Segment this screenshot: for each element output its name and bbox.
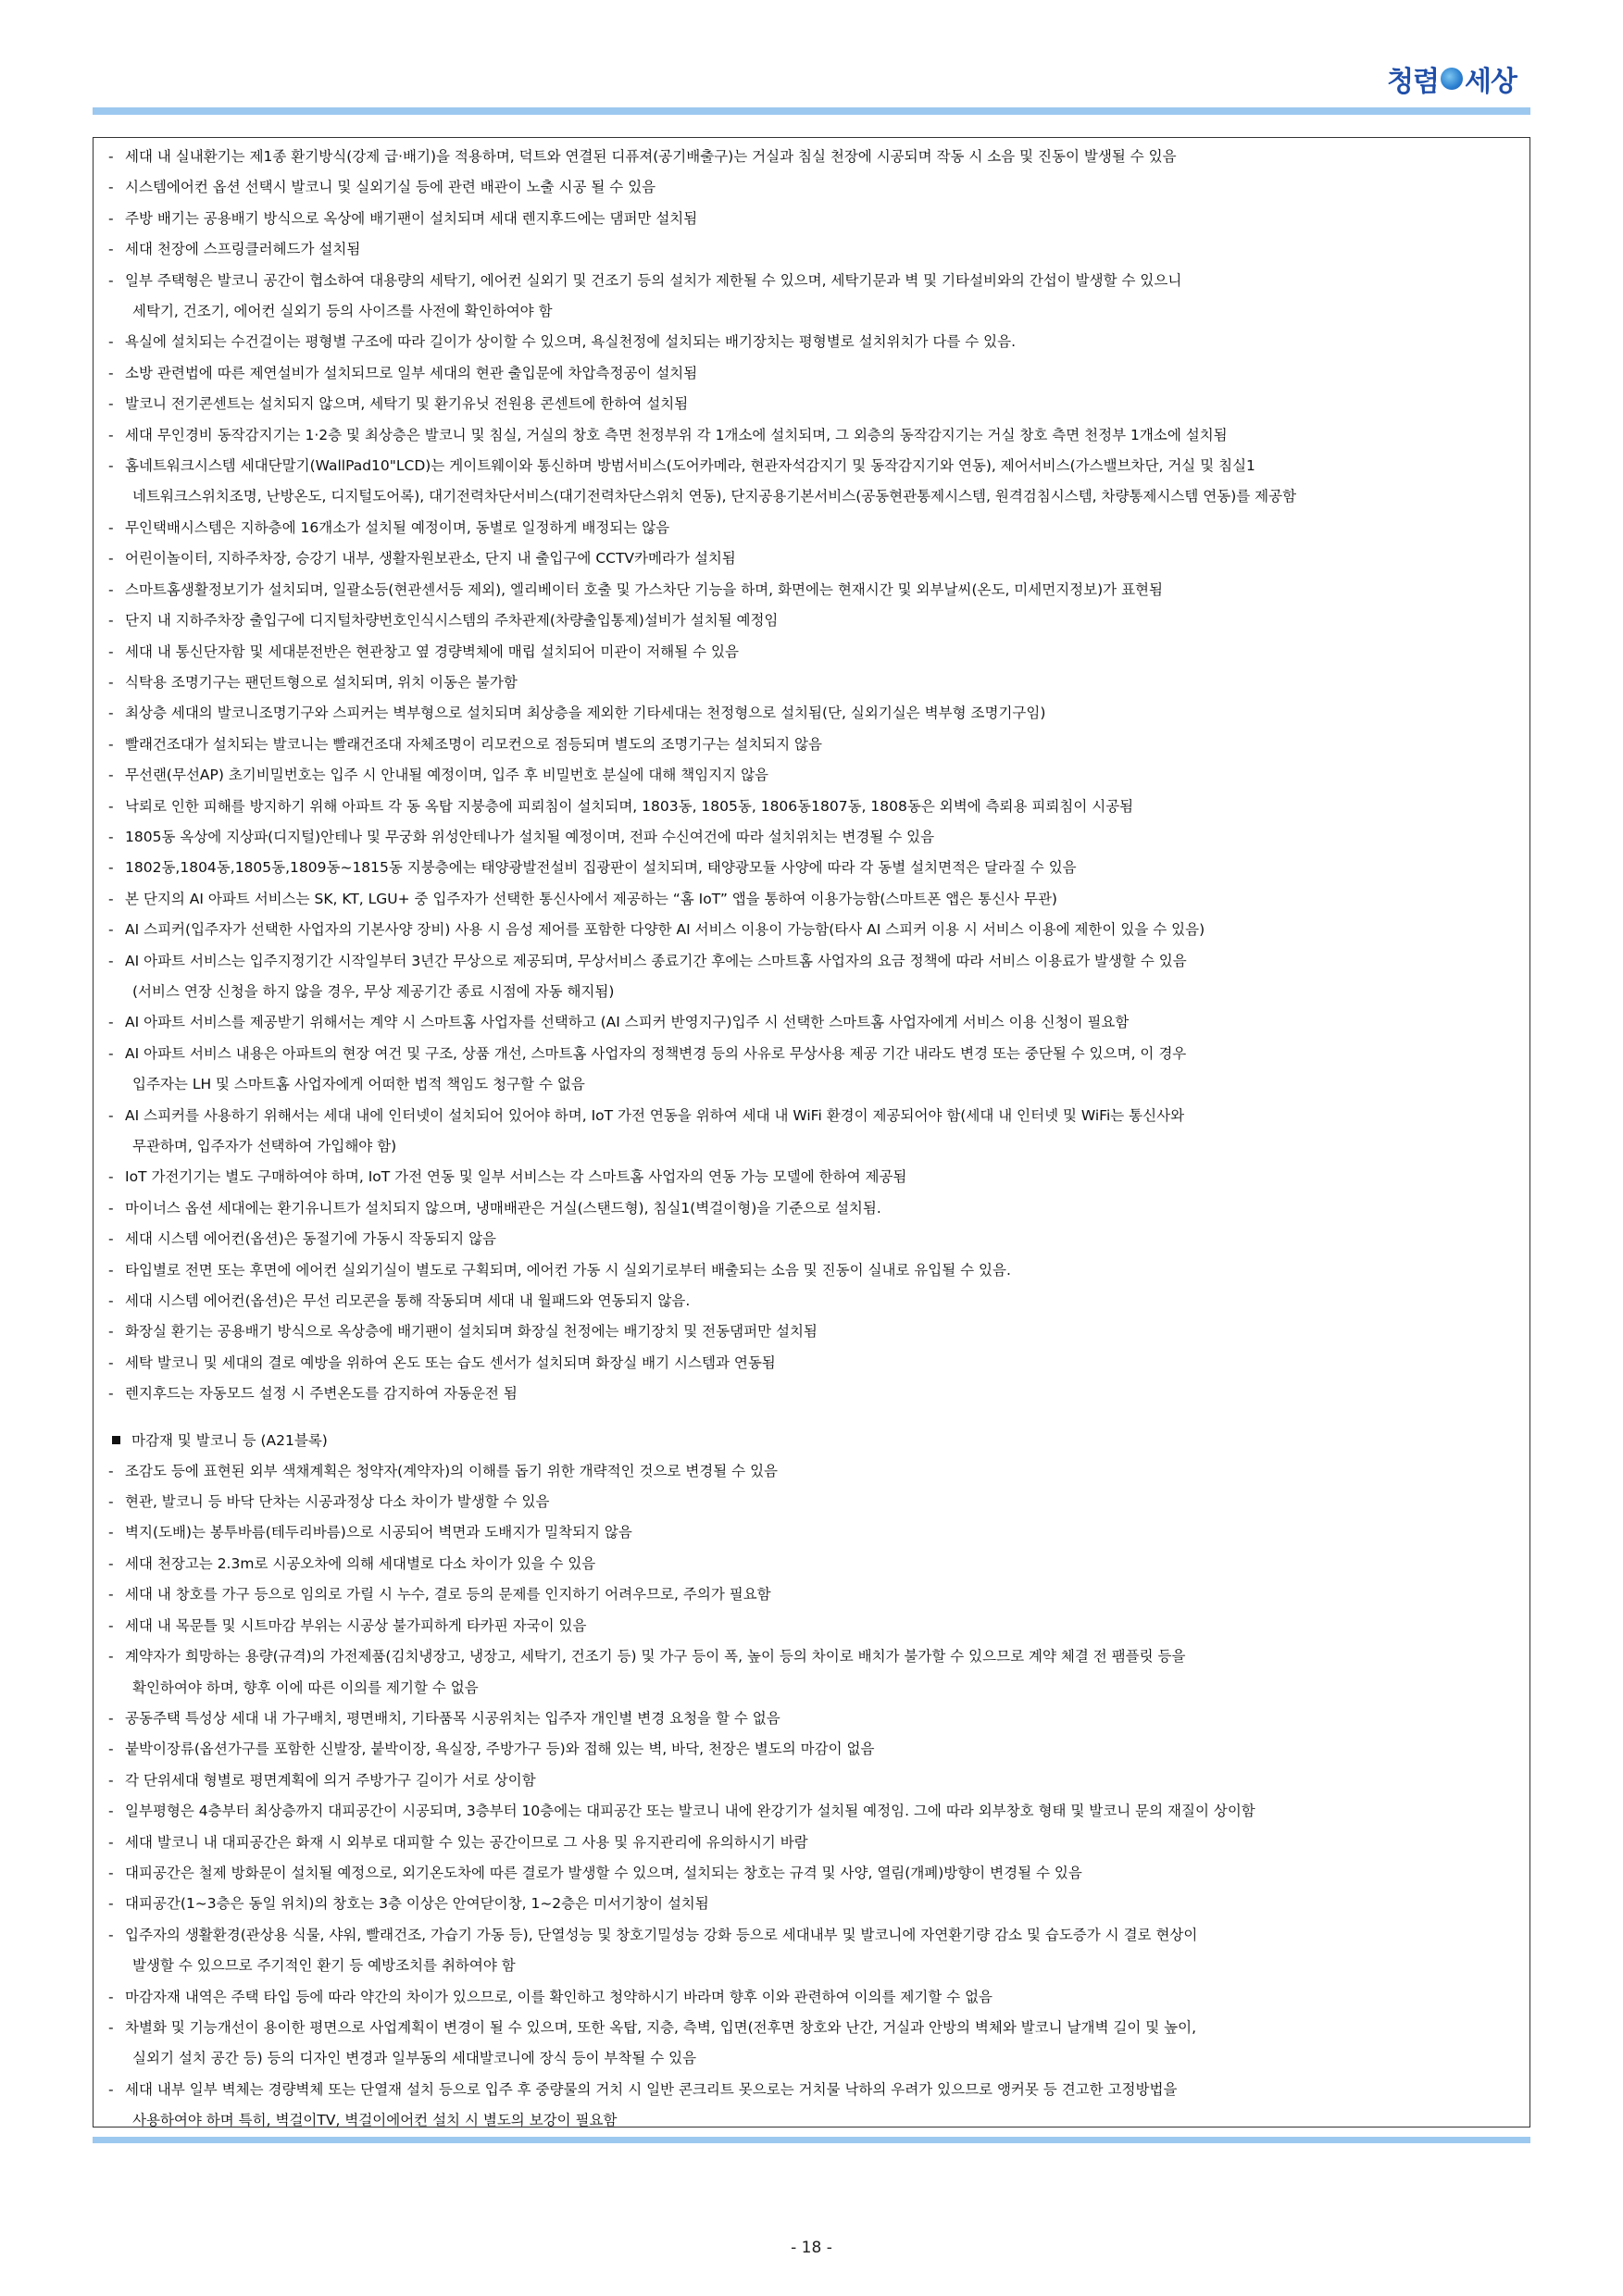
list-item-text: 1802동,1804동,1805동,1809동~1815동 지붕층에는 태양광발전설비 집광판이 설치되며, 태양광모듈 사양에 따라 각 동별 설치면적은 달라질 수 있음	[125, 859, 1077, 877]
dash-bullet: -	[108, 1833, 114, 1851]
list-item	[108, 1007, 1517, 1038]
list-item-continuation: (서비스 연장 신청을 하지 않을 경우, 무상 제공기간 종료 시점에 자동 해지됨)	[132, 982, 615, 1000]
dash-bullet: -	[108, 643, 114, 660]
dash-bullet: -	[108, 1709, 114, 1727]
dash-bullet: -	[108, 1014, 114, 1031]
list-item-text: 조감도 등에 표현된 외부 색채계획은 청약자(계약자)의 이해를 돕기 위한 개략적인 것으로 변경될 수 있음	[125, 1462, 779, 1479]
list-item	[108, 451, 1517, 481]
square-bullet-icon	[112, 1436, 120, 1444]
list-item-text: 낙뢰로 인한 피해를 방지하기 위해 아파트 각 동 옥탑 지붕층에 피뢰침이 설치되며, 1803동, 1805동, 1806동1807동, 1808동은 외벽에 측뢰용 피뢰침이 시공됨	[125, 797, 1134, 815]
list-item	[108, 1517, 1517, 1548]
list-item-text: 마이너스 옵션 세대에는 환기유니트가 설치되지 않으며, 냉매배관은 거실(스탠드형), 침실1(벽걸이형)을 기준으로 설치됨.	[125, 1199, 881, 1217]
section-heading	[108, 1425, 1517, 1456]
list-item	[108, 1889, 1517, 1919]
list-item-text: 각 단위세대 형별로 평면계획에 의거 주방가구 길이가 서로 상이함	[125, 1771, 536, 1789]
list-item-continuation: 확인하여야 하며, 향후 이에 따른 이의를 제기할 수 없음	[132, 1678, 479, 1696]
dash-bullet: -	[108, 1648, 114, 1666]
dash-bullet: -	[108, 1895, 114, 1913]
list-item-text: AI 아파트 서비스 내용은 아파트의 현장 여건 및 구조, 상품 개선, 스마트홈 사업자의 정책변경 등의 사유로 무상사용 제공 기간 내라도 변경 또는 중단될 수 있으며, 이 경우	[125, 1044, 1187, 1062]
dash-bullet: -	[108, 457, 114, 475]
list-item	[108, 389, 1517, 419]
list-item-text: 세대 시스템 에어컨(옵션)은 동절기에 가동시 작동되지 않음	[125, 1230, 497, 1248]
list-item	[108, 1193, 1517, 1224]
list-item	[108, 1858, 1517, 1889]
dash-bullet: -	[108, 890, 114, 907]
list-item-text: 세대 내 목문틀 및 시트마감 부위는 시공상 불가피하게 타카핀 자국이 있음	[125, 1616, 587, 1634]
dash-bullet: -	[108, 1385, 114, 1403]
list-item-text: 타입별로 전면 또는 후면에 에어컨 실외기실이 별도로 구획되며, 에어컨 가동 시 실외기로부터 배출되는 소음 및 진동이 실내로 유입될 수 있음.	[125, 1261, 1011, 1279]
list-item	[108, 760, 1517, 791]
list-item	[108, 915, 1517, 945]
dash-bullet: -	[108, 1199, 114, 1217]
list-item-text: 일부평형은 4층부터 최상층까지 대피공간이 시공되며, 3층부터 10층에는 대피공간 또는 발코니 내에 완강기가 설치될 예정임. 그에 따라 외부창호 형태 및 발코니 문의 재질이 상이함	[125, 1803, 1255, 1820]
list-item	[108, 172, 1517, 203]
list-item-text: 차별화 및 기능개선이 용이한 평면으로 사업계획이 변경이 될 수 있으며, 또한 옥탑, 지층, 측벽, 입면(전후면 창호와 난간, 거실과 안방의 벽체와 발코니 날개벽 길이 및 높이,	[125, 2018, 1197, 2036]
list-item-text: 어린이놀이터, 지하주차장, 승강기 내부, 생활자원보관소, 단지 내 출입구에 CCTV카메라가 설치됨	[125, 550, 736, 568]
list-item	[108, 1579, 1517, 1610]
list-item-text: 세대 무인경비 동작감지기는 1·2층 및 최상층은 발코니 및 침실, 거실의 창호 측면 천정부위 각 1개소에 설치되며, 그 외층의 동작감지기는 거실 창호 측면 천정부 1개소에 설치됨	[125, 426, 1228, 443]
list-item-text: 소방 관련법에 따른 제연설비가 설치되므로 일부 세대의 현관 출입문에 차압측정공이 설치됨	[125, 364, 698, 381]
list-item	[108, 822, 1517, 853]
list-item-text: 무인택배시스템은 지하층에 16개소가 설치될 예정이며, 동별로 일정하게 배정되는 않음	[125, 518, 670, 536]
list-item	[108, 792, 1517, 822]
dash-bullet: -	[108, 859, 114, 877]
list-item	[108, 1828, 1517, 1858]
dash-bullet: -	[108, 550, 114, 568]
list-item	[108, 1766, 1517, 1796]
list-item	[108, 1101, 1517, 1131]
list-item-text: AI 스피커(입주자가 선택한 사업자의 기본사양 장비) 사용 시 음성 제어를 포함한 다양한 AI 서비스 이용이 가능함(타사 AI 스피커 이용 시 서비스 이용에 제한이 있을 수 있음)	[125, 921, 1205, 939]
dash-bullet: -	[108, 1493, 114, 1511]
list-item	[108, 1641, 1517, 1672]
dash-bullet: -	[108, 271, 114, 289]
dash-bullet: -	[108, 1803, 114, 1820]
dash-bullet: -	[108, 2080, 114, 2098]
list-item-text: IoT 가전기기는 별도 구매하여야 하며, IoT 가전 연동 및 일부 서비스는 각 스마트홈 사업자의 연동 가능 모델에 한하여 제공됨	[125, 1168, 907, 1186]
list-item-continuation: 세탁기, 건조기, 에어컨 실외기 등의 사이즈를 사전에 확인하여야 함	[132, 303, 553, 320]
dash-bullet: -	[108, 797, 114, 815]
list-item-text: 홈네트워크시스템 세대단말기(WallPad10"LCD)는 게이트웨이와 통신하며 방범서비스(도어카메라, 현관자석감지기 및 동작감지기와 연동), 제어서비스(가스밸브차단, 거실 및 침실1	[125, 457, 1255, 475]
list-item-text: 세대 내부 일부 벽체는 경량벽체 또는 단열재 설치 등으로 입주 후 중량물의 거치 시 일반 콘크리트 못으로는 거치물 낙하의 우려가 있으므로 앵커못 등 견고한 고정방법을	[125, 2080, 1178, 2098]
list-item-text: 단지 내 지하주차장 출입구에 디지털차량번호인식시스템의 주차관제(차량출입통제)설비가 설치될 예정임	[125, 612, 779, 630]
dash-bullet: -	[108, 148, 114, 165]
list-item	[108, 266, 1517, 296]
header-rule	[93, 107, 1530, 115]
list-item-text: 1805동 옥상에 지상파(디지털)안테나 및 무궁화 위성안테나가 설치될 예정이며, 전파 수신여건에 따라 설치위치는 변경될 수 있음	[125, 828, 935, 845]
list-item-text: 무선랜(무선AP) 초기비밀번호는 입주 시 안내될 예정이며, 입주 후 비밀번호 분실에 대해 책임지지 않음	[125, 767, 769, 784]
list-item-text: AI 아파트 서비스를 제공받기 위해서는 계약 시 스마트홈 사업자를 선택하고 (AI 스피커 반영지구)입주 시 선택한 스마트홈 사업자에게 서비스 이용 신청이 필요함	[125, 1014, 1130, 1031]
dash-bullet: -	[108, 364, 114, 381]
dash-bullet: -	[108, 426, 114, 443]
list-item-text: 붙박이장류(옵션가구를 포함한 신발장, 붙박이장, 욕실장, 주방가구 등)와 접해 있는 벽, 바닥, 천장은 별도의 마감이 없음	[125, 1741, 875, 1758]
list-item	[108, 946, 1517, 977]
dash-bullet: -	[108, 518, 114, 536]
list-item-text: 렌지후드는 자동모드 설정 시 주변온도를 감지하여 자동운전 됨	[125, 1385, 518, 1403]
dash-bullet: -	[108, 1554, 114, 1572]
dash-bullet: -	[108, 1230, 114, 1248]
list-item-text: 세대 천장고는 2.3m로 시공오차에 의해 세대별로 다소 차이가 있을 수 있음	[125, 1554, 596, 1572]
list-item	[108, 513, 1517, 543]
list-item	[108, 1224, 1517, 1254]
list-item	[108, 327, 1517, 357]
dash-bullet: -	[108, 1586, 114, 1603]
dash-bullet: -	[108, 1926, 114, 1943]
logo-text-left: 청렴	[1387, 66, 1440, 98]
list-item-continuation: 실외기 설치 공간 등) 등의 디자인 변경과 일부동의 세대발코니에 장식 등이 부착될 수 있음	[132, 2050, 697, 2067]
dash-bullet: -	[108, 828, 114, 845]
dash-bullet: -	[108, 209, 114, 227]
dash-bullet: -	[108, 1741, 114, 1758]
list-item-text: 본 단지의 AI 아파트 서비스는 SK, KT, LGU+ 중 입주자가 선택한 통신사에서 제공하는 “홈 IoT” 앱을 통하여 이용가능함(스마트폰 앱은 통신사 무관)	[125, 890, 1057, 907]
list-item	[108, 2013, 1517, 2043]
dash-bullet: -	[108, 1292, 114, 1310]
notice-list-equipment	[108, 142, 1517, 1410]
dash-bullet: -	[108, 1616, 114, 1634]
list-item	[108, 1379, 1517, 1409]
list-item-continuation: 무관하며, 입주자가 선택하여 가입해야 함)	[132, 1138, 397, 1154]
dash-bullet: -	[108, 673, 114, 691]
logo	[1368, 59, 1517, 98]
list-item-text: 세대 천장에 스프링클러헤드가 설치됨	[125, 241, 361, 258]
list-item-text: 최상층 세대의 발코니조명기구와 스피커는 벽부형으로 설치되며 최상층을 제외한 기타세대는 천정형으로 설치됨(단, 실외기실은 벽부형 조명기구임)	[125, 705, 1046, 722]
list-item-text: 세탁 발코니 및 세대의 결로 예방을 위하여 온도 또는 습도 센서가 설치되며 화장실 배기 시스템과 연동됨	[125, 1354, 776, 1371]
list-item-text: 화장실 환기는 공용배기 방식으로 옥상층에 배기팬이 설치되며 화장실 천정에는 배기장치 및 전동댐퍼만 설치됨	[125, 1323, 818, 1341]
list-item	[108, 1487, 1517, 1517]
list-item	[108, 1611, 1517, 1641]
list-item	[108, 853, 1517, 883]
list-item-text: 시스템에어컨 옵션 선택시 발코니 및 실외기실 등에 관련 배관이 노출 시공 될 수 있음	[125, 179, 656, 196]
list-item	[108, 1162, 1517, 1192]
list-item	[108, 1982, 1517, 2013]
dash-bullet: -	[108, 1771, 114, 1789]
list-item-text: 스마트홈생활정보기가 설치되며, 일괄소등(현관센서등 제외), 엘리베이터 호출 및 가스차단 기능을 하며, 화면에는 현재시간 및 외부날씨(온도, 미세먼지정보)가 표현됨	[125, 580, 1163, 598]
list-item	[108, 605, 1517, 636]
list-item-text: 현관, 발코니 등 바닥 단차는 시공과정상 다소 차이가 발생할 수 있음	[125, 1493, 550, 1511]
list-item-text: 식탁용 조명기구는 팬던트형으로 설치되며, 위치 이동은 불가함	[125, 673, 518, 691]
list-item-continuation: 사용하여야 하며 특히, 벽걸이TV, 벽걸이에어컨 설치 시 별도의 보강이 필요함	[132, 2112, 618, 2129]
logo-emblem-icon	[1441, 68, 1463, 90]
list-item	[108, 1734, 1517, 1765]
list-item	[108, 884, 1517, 915]
list-item	[108, 1796, 1517, 1827]
list-item-text: 일부 주택형은 발코니 공간이 협소하여 대용량의 세탁기, 에어컨 실외기 및 건조기 등의 설치가 제한될 수 있으며, 세탁기문과 벽 및 기타설비와의 간섭이 발생할 수 있으니	[125, 271, 1182, 289]
list-item	[108, 698, 1517, 729]
dash-bullet: -	[108, 767, 114, 784]
list-item	[108, 637, 1517, 668]
list-item	[108, 730, 1517, 760]
list-item	[108, 204, 1517, 234]
list-item-continuation: 발생할 수 있으므로 주기적인 환기 등 예방조치를 취하여야 함	[132, 1957, 516, 1975]
list-item-text: 발코니 전기콘센트는 설치되지 않으며, 세탁기 및 환기유닛 전원용 콘센트에 한하여 설치됨	[125, 395, 689, 413]
list-item	[108, 668, 1517, 698]
list-item-text: 공동주택 특성상 세대 내 가구배치, 평면배치, 기타품목 시공위치는 입주자 개인별 변경 요청을 할 수 없음	[125, 1709, 780, 1727]
list-item	[108, 234, 1517, 265]
list-item-text: 계약자가 희망하는 용량(규격)의 가전제품(김치냉장고, 냉장고, 세탁기, 건조기 등) 및 가구 등이 폭, 높이 등의 차이로 배치가 불가할 수 있으므로 계약 체결 전 팸플릿 등을	[125, 1648, 1186, 1666]
dash-bullet: -	[108, 1106, 114, 1124]
list-item	[108, 1286, 1517, 1316]
list-item	[108, 575, 1517, 605]
list-item	[108, 1348, 1517, 1379]
dash-bullet: -	[108, 2018, 114, 2036]
notice-list-finishes	[108, 1456, 1517, 2137]
dash-bullet: -	[108, 705, 114, 722]
dash-bullet: -	[108, 1462, 114, 1479]
list-item-continuation: 네트워크스위치조명, 난방온도, 디지털도어록), 대기전력차단서비스(대기전력차단스위치 연동), 단지공용기본서비스(공동현관통제시스템, 원격검침시스템, 차량통제시스템 연동)를 제공함	[132, 488, 1297, 505]
dash-bullet: -	[108, 612, 114, 630]
dash-bullet: -	[108, 179, 114, 196]
dash-bullet: -	[108, 1323, 114, 1341]
list-item	[108, 1255, 1517, 1286]
list-item-text: AI 스피커를 사용하기 위해서는 세대 내에 인터넷이 설치되어 있어야 하며, IoT 가전 연동을 위하여 세대 내 WiFi 환경이 제공되어야 함(세대 내 인터넷 및 WiFi는 통신사와	[125, 1106, 1185, 1124]
list-item-text: 벽지(도배)는 봉투바름(테두리바름)으로 시공되어 벽면과 도배지가 밀착되지 않음	[125, 1524, 632, 1541]
list-item-text: 대피공간(1~3층은 동일 위치)의 창호는 3층 이상은 안여닫이창, 1~2층은 미서기창이 설치됨	[125, 1895, 709, 1913]
dash-bullet: -	[108, 1168, 114, 1186]
list-item-text: 주방 배기는 공용배기 방식으로 옥상에 배기팬이 설치되며 세대 렌지후드에는 댐퍼만 설치됨	[125, 209, 698, 227]
list-item	[108, 1316, 1517, 1347]
list-item-text: 세대 발코니 내 대피공간은 화재 시 외부로 대피할 수 있는 공간이므로 그 사용 및 유지관리에 유의하시기 바람	[125, 1833, 808, 1851]
list-item	[108, 1703, 1517, 1734]
dash-bullet: -	[108, 1261, 114, 1279]
list-item	[108, 1039, 1517, 1069]
section-spacer	[108, 1410, 1517, 1425]
dash-bullet: -	[108, 1354, 114, 1371]
dash-bullet: -	[108, 1524, 114, 1541]
list-item	[108, 2075, 1517, 2105]
dash-bullet: -	[108, 1044, 114, 1062]
list-item-text: AI 아파트 서비스는 입주지정기간 시작일부터 3년간 무상으로 제공되며, 무상서비스 종료기간 후에는 스마트홈 사업자의 요금 정책에 따라 서비스 이용료가 발생할 수 있음	[125, 952, 1187, 969]
list-item	[108, 1456, 1517, 1487]
list-item-text: 입주자의 생활환경(관상용 식물, 샤워, 빨래건조, 가습기 가동 등), 단열성능 및 창호기밀성능 강화 등으로 세대내부 및 발코니에 자연환기량 감소 및 습도증가 시 결로 현상이	[125, 1926, 1198, 1943]
dash-bullet: -	[108, 241, 114, 258]
list-item	[108, 358, 1517, 389]
dash-bullet: -	[108, 952, 114, 969]
list-item-text: 빨래건조대가 설치되는 발코니는 빨래건조대 자체조명이 리모컨으로 점등되며 별도의 조명기구는 설치되지 않음	[125, 735, 823, 753]
dash-bullet: -	[108, 1988, 114, 2005]
list-item	[108, 543, 1517, 574]
list-item	[108, 420, 1517, 451]
page-number: - 18 -	[791, 2239, 832, 2257]
logo-text-right: 세상	[1465, 66, 1517, 98]
dash-bullet: -	[108, 395, 114, 413]
list-item-text: 대피공간은 철제 방화문이 설치될 예정으로, 외기온도차에 따른 결로가 발생할 수 있으며, 설치되는 창호는 규격 및 사양, 열림(개폐)방향이 변경될 수 있음	[125, 1864, 1082, 1881]
list-item-text: 마감자재 내역은 주택 타입 등에 따라 약간의 차이가 있으므로, 이를 확인하고 청약하시기 바라며 향후 이와 관련하여 이의를 제기할 수 없음	[125, 1988, 993, 2005]
dash-bullet: -	[108, 1864, 114, 1881]
list-item-continuation: 입주자는 LH 및 스마트홈 사업자에게 어떠한 법적 책임도 청구할 수 없음	[132, 1076, 585, 1093]
dash-bullet: -	[108, 333, 114, 351]
list-item-text: 세대 내 통신단자함 및 세대분전반은 현관창고 옆 경량벽체에 매립 설치되어 미관이 저해될 수 있음	[125, 643, 739, 660]
list-item-text: 욕실에 설치되는 수건걸이는 평형별 구조에 따라 길이가 상이할 수 있으며, 욕실천정에 설치되는 배기장치는 평형별로 설치위치가 다를 수 있음.	[125, 333, 1017, 351]
footer-rule	[93, 2137, 1530, 2143]
dash-bullet: -	[108, 580, 114, 598]
list-item-text: 세대 내 실내환기는 제1종 환기방식(강제 급·배기)을 적용하며, 덕트와 연결된 디퓨져(공기배출구)는 거실과 침실 천장에 시공되며 작동 시 소음 및 진동이 발생될 수 있음	[125, 148, 1177, 165]
list-item-text: 세대 내 창호를 가구 등으로 임의로 가릴 시 누수, 결로 등의 문제를 인지하기 어려우므로, 주의가 필요함	[125, 1586, 771, 1603]
dash-bullet: -	[108, 735, 114, 753]
list-item-text: 세대 시스템 에어컨(옵션)은 무선 리모콘을 통해 작동되며 세대 내 월패드와 연동되지 않음.	[125, 1292, 691, 1310]
list-item	[108, 142, 1517, 172]
section-title: 마감재 및 발코니 등 (A21블록)	[131, 1431, 328, 1449]
notice-box	[93, 137, 1530, 2128]
list-item	[108, 1549, 1517, 1579]
list-item	[108, 1920, 1517, 1951]
dash-bullet: -	[108, 921, 114, 939]
